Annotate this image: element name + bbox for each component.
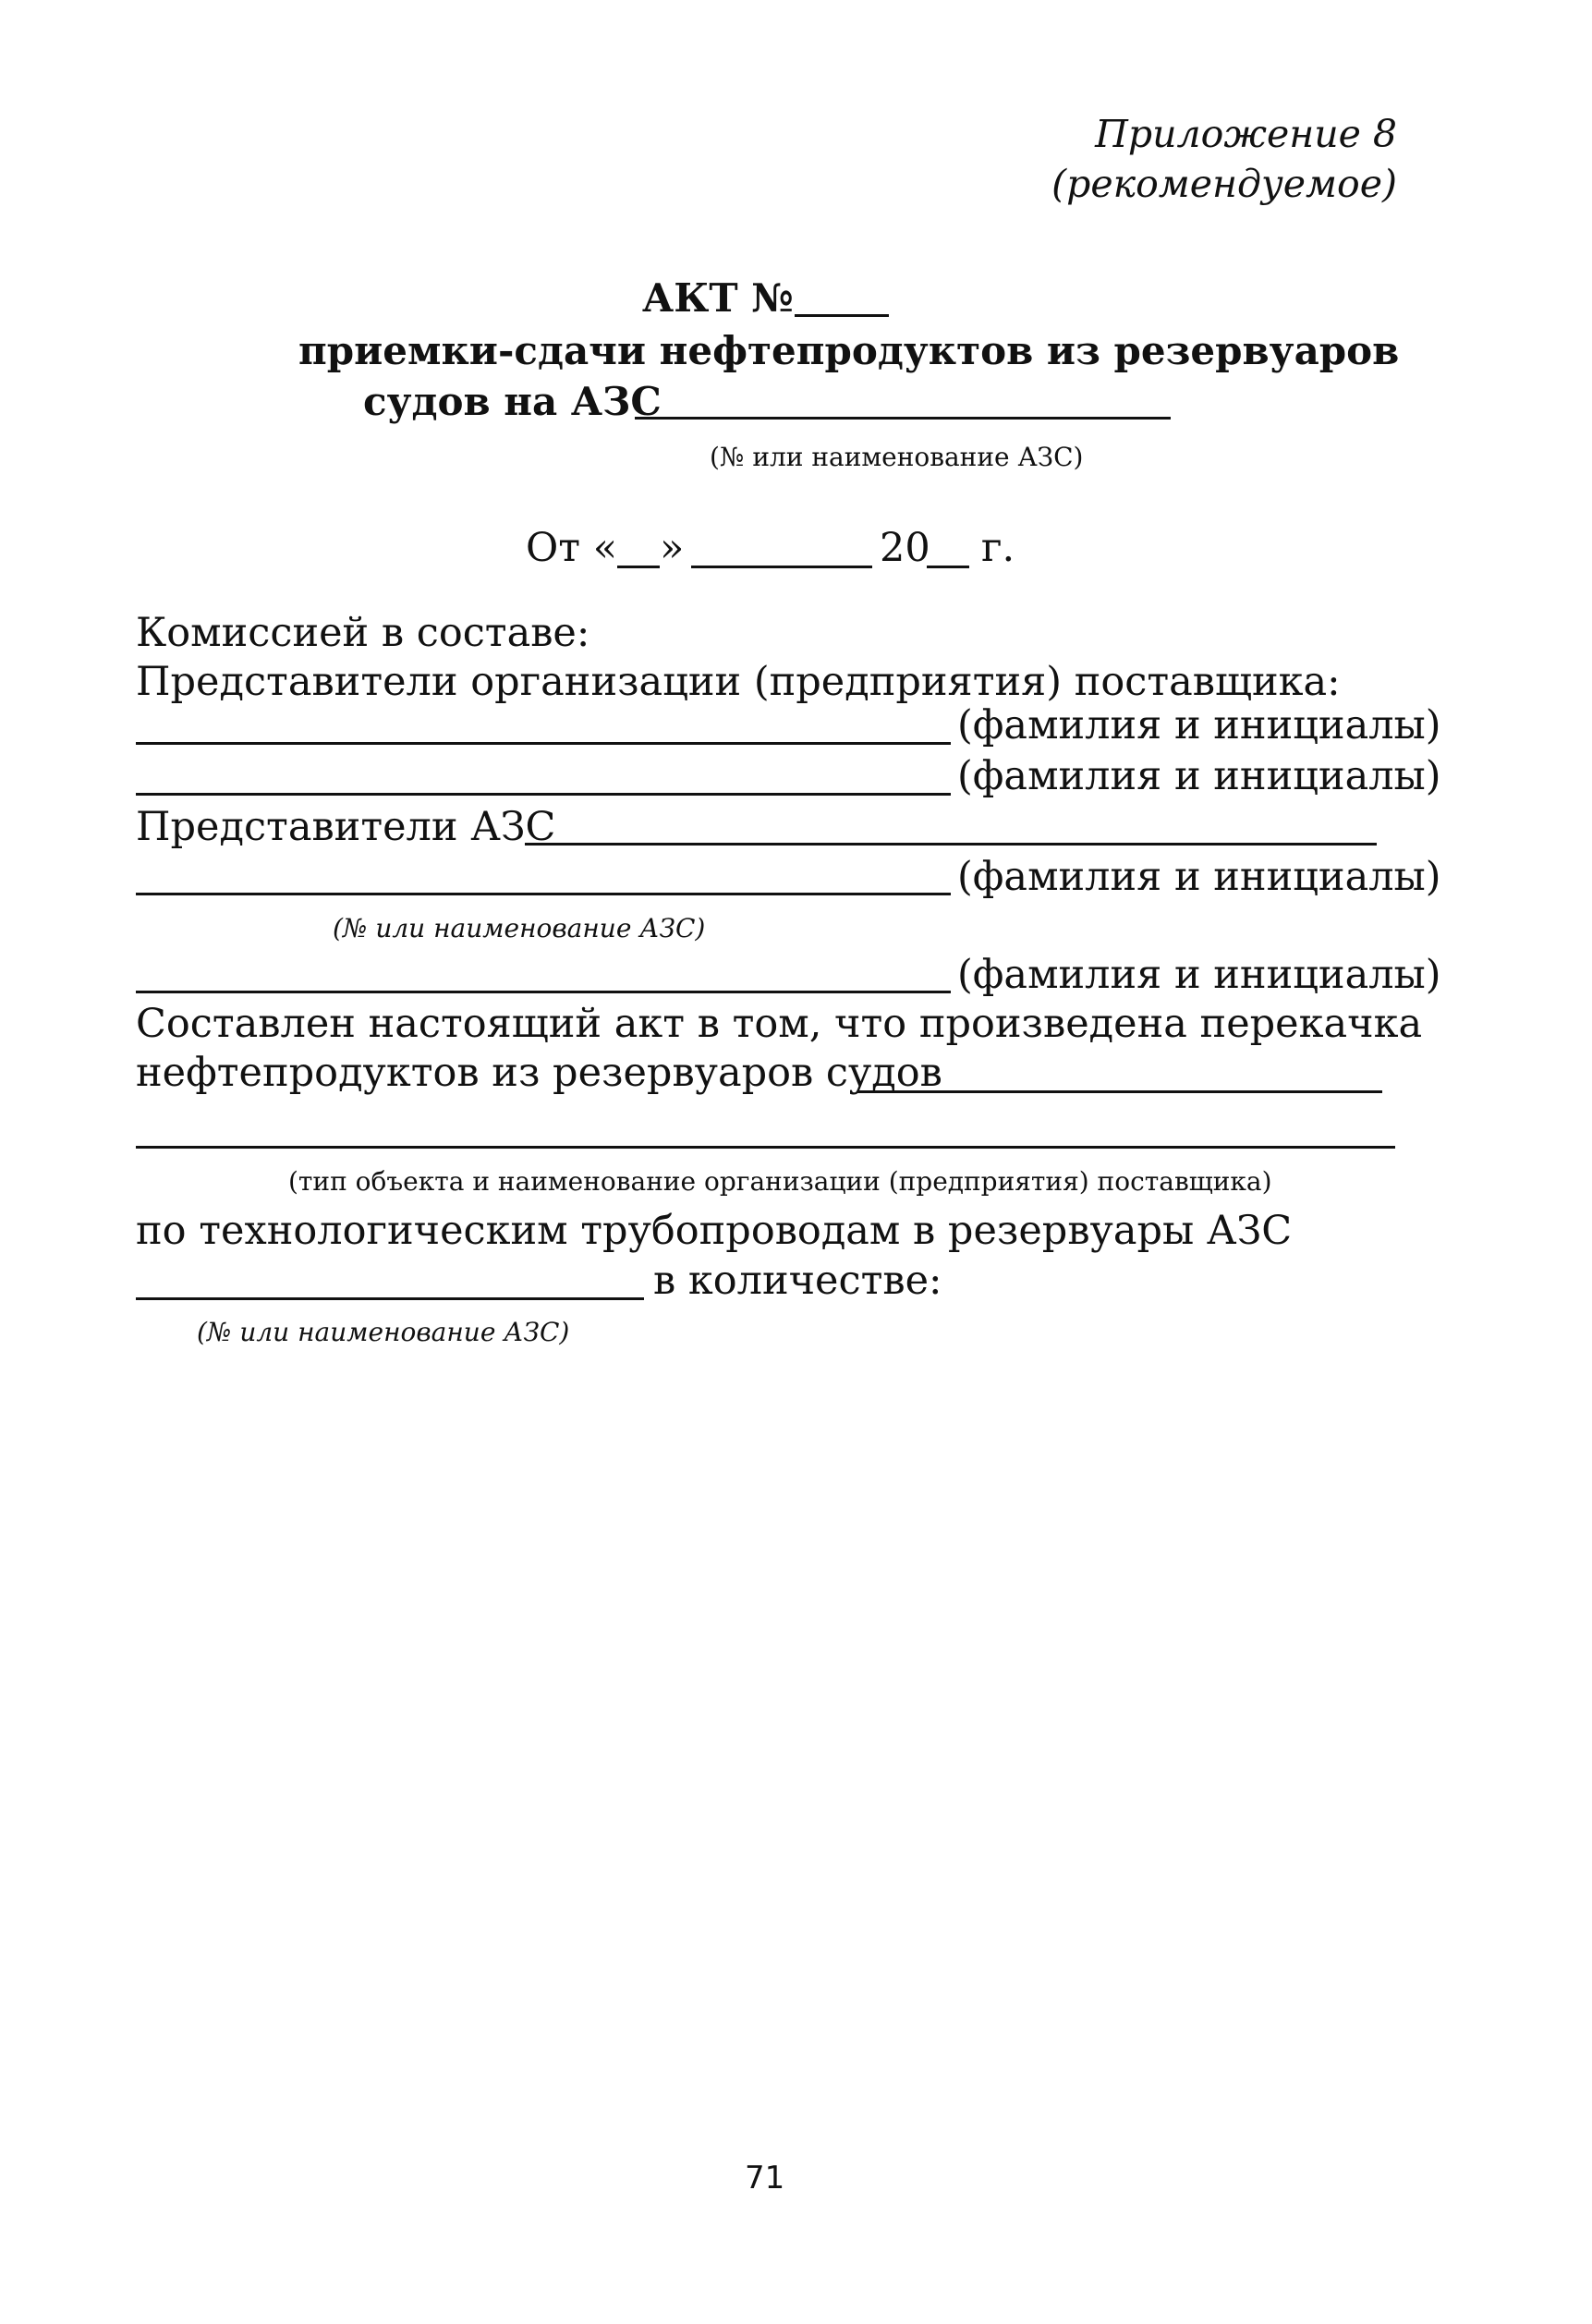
- quantity-label: в количестве:: [653, 1258, 942, 1304]
- name-hint-4: (фамилия и инициалы): [957, 952, 1441, 998]
- azs-caption-middle: (№ или наименование АЗС): [333, 913, 706, 943]
- destination-azs-field[interactable]: [136, 1297, 644, 1300]
- act-number-label: АКТ №: [642, 275, 794, 321]
- date-year-field[interactable]: [927, 566, 969, 568]
- azs-rep1-field[interactable]: [136, 893, 951, 895]
- act-statement-line1: Составлен настоящий акт в том, что произведена перекачка: [136, 1001, 1423, 1047]
- supplier-object-field[interactable]: [136, 1146, 1395, 1149]
- azs-caption-top: (№ или наименование АЗС): [710, 442, 1084, 472]
- supplier-reps-label: Представители организации (предприятия) поставщика:: [136, 659, 1341, 705]
- appendix-label: Приложение 8: [1095, 112, 1397, 156]
- azs-rep2-field[interactable]: [136, 991, 951, 993]
- azs-caption-bottom: (№ или наименование АЗС): [197, 1317, 570, 1347]
- azs-reps-label: Представители АЗС: [136, 804, 556, 850]
- azs-reps-field[interactable]: [525, 843, 1377, 846]
- date-close-quote: »: [660, 525, 685, 571]
- date-year-prefix: 20: [880, 525, 930, 571]
- name-hint-1: (фамилия и инициалы): [957, 702, 1441, 748]
- name-hint-3: (фамилия и инициалы): [957, 854, 1441, 900]
- date-month-field[interactable]: [691, 566, 872, 568]
- name-hint-2: (фамилия и инициалы): [957, 753, 1441, 799]
- page-number: 71: [745, 2160, 785, 2196]
- pipeline-line: по технологическим трубопроводам в резервуары АЗС: [136, 1208, 1293, 1254]
- commission-label: Комиссией в составе:: [136, 610, 590, 656]
- vessels-field[interactable]: [857, 1090, 1382, 1093]
- date-day-field[interactable]: [617, 566, 660, 568]
- supplier-rep2-field[interactable]: [136, 793, 951, 796]
- supplier-caption: (тип объекта и наименование организации (предприятия) поставщика): [288, 1166, 1272, 1197]
- appendix-note: (рекомендуемое): [1051, 162, 1397, 206]
- date-prefix: От «: [526, 525, 618, 571]
- act-number-field[interactable]: [795, 314, 889, 317]
- title-line1: приемки-сдачи нефтепродуктов из резервуаров: [298, 328, 1400, 373]
- act-statement-line2: нефтепродуктов из резервуаров судов: [136, 1050, 942, 1096]
- azs-name-field[interactable]: [635, 417, 1171, 420]
- date-year-suffix: г.: [981, 525, 1015, 571]
- supplier-rep1-field[interactable]: [136, 742, 951, 745]
- title-line2: судов на АЗС: [363, 379, 662, 424]
